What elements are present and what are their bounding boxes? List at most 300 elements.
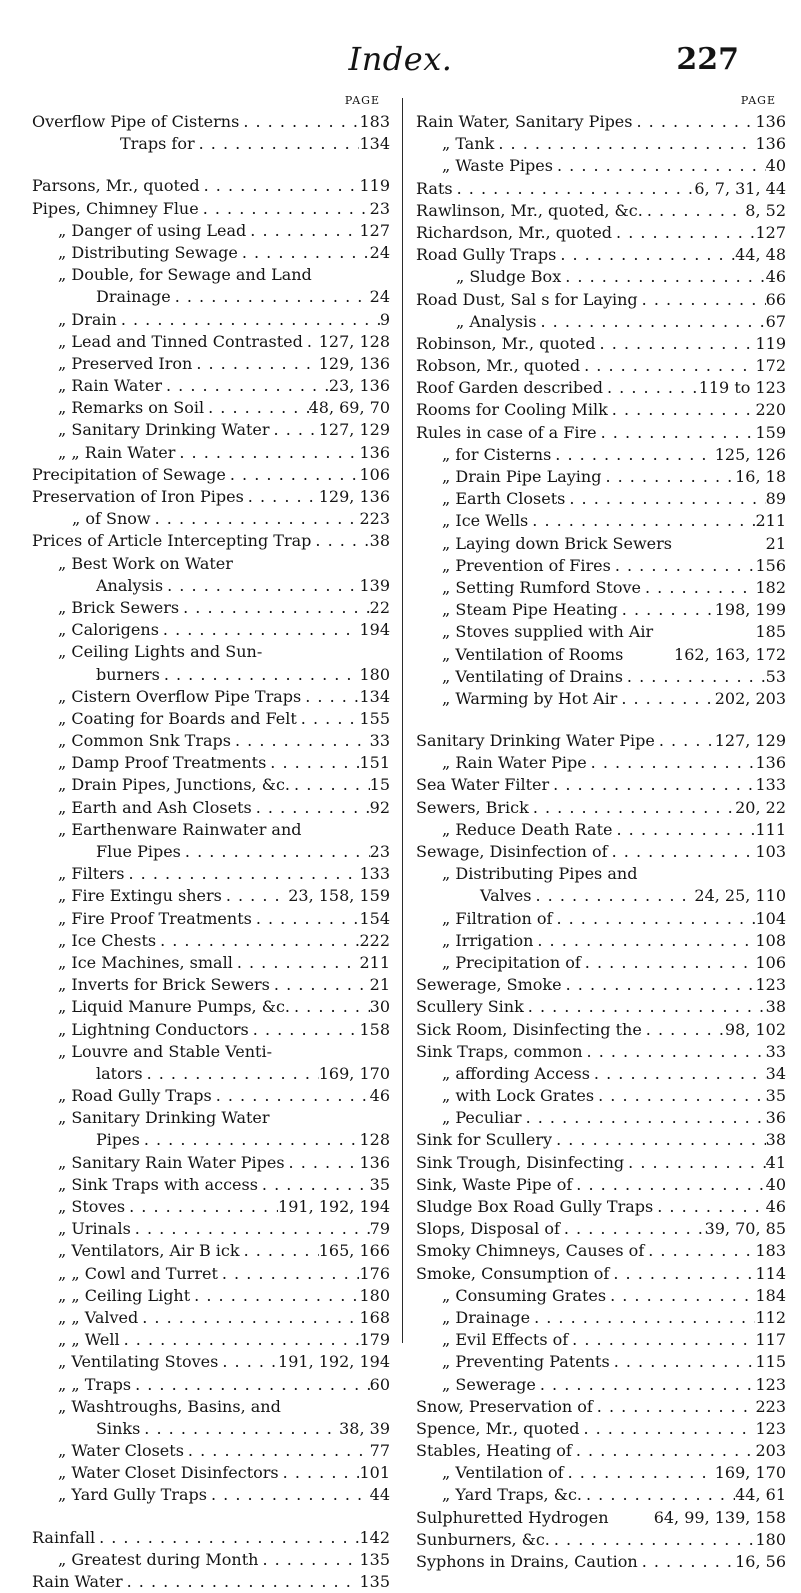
index-entry-label: „ Yard Gully Traps bbox=[58, 1485, 207, 1505]
index-entry-label: Parsons, Mr., quoted bbox=[32, 176, 200, 196]
dot-leader bbox=[140, 1418, 339, 1440]
index-entry-page: 136 bbox=[755, 112, 786, 131]
index-entry-label: „ Drain bbox=[58, 309, 117, 329]
index-entry-page: 158 bbox=[359, 1019, 390, 1039]
index-entry bbox=[32, 1440, 390, 1462]
index-entry bbox=[32, 974, 390, 996]
index-entry-page: 15 bbox=[369, 775, 390, 795]
index-entry-label: „ Remarks on Soil bbox=[58, 398, 205, 418]
dot-leader bbox=[192, 353, 318, 375]
index-entry bbox=[32, 1396, 390, 1418]
index-entry-page: 92 bbox=[369, 797, 390, 817]
index-entry-label: „ Preventing Patents bbox=[442, 1352, 610, 1372]
dot-leader bbox=[303, 331, 319, 353]
column-divider bbox=[402, 98, 403, 1343]
index-entry-page: 24 bbox=[369, 287, 390, 307]
index-entry-page: 139 bbox=[359, 575, 390, 595]
index-entry-label: Pipes bbox=[96, 1130, 140, 1150]
index-entry-page: 127, 129 bbox=[714, 731, 786, 751]
index-entry bbox=[416, 996, 786, 1018]
index-entry bbox=[416, 885, 786, 907]
index-entry bbox=[416, 399, 786, 421]
index-entry-label: „ Lightning Conductors bbox=[58, 1019, 249, 1039]
index-entry-page: 103 bbox=[755, 842, 786, 861]
index-entry bbox=[32, 220, 390, 242]
index-entry-label: „ Coating for Boards and Felt bbox=[58, 708, 297, 728]
index-entry bbox=[416, 688, 786, 710]
index-entry-page: 22 bbox=[369, 597, 390, 617]
dot-leader bbox=[552, 908, 755, 930]
dot-leader bbox=[175, 442, 359, 464]
index-entry bbox=[32, 553, 390, 575]
index-entry-page: 191, 192, 194 bbox=[278, 1352, 390, 1372]
index-entry-page: 127, 129 bbox=[318, 420, 390, 440]
index-entry-page: 180 bbox=[755, 1529, 786, 1549]
dot-leader bbox=[258, 1549, 359, 1571]
index-entry bbox=[416, 311, 786, 333]
index-entry-label: „ Urinals bbox=[58, 1219, 131, 1239]
index-entry-page: 223 bbox=[359, 509, 390, 529]
dot-leader bbox=[218, 1263, 360, 1285]
index-entry-label: „ Drain Pipes, Junctions, &c. bbox=[58, 775, 291, 795]
index-entry-page: 223 bbox=[755, 1396, 786, 1416]
index-entry bbox=[416, 1129, 786, 1151]
index-entry-label: Syphons in Drains, Caution bbox=[416, 1552, 638, 1571]
index-entry-page: 33 bbox=[765, 1041, 786, 1061]
dot-leader bbox=[190, 1285, 359, 1307]
index-entry bbox=[32, 353, 390, 375]
index-entry-page: 162, 163, 172 bbox=[674, 644, 786, 664]
dot-leader bbox=[311, 530, 369, 552]
dot-leader bbox=[212, 1085, 370, 1107]
dot-leader bbox=[163, 575, 359, 597]
dot-leader bbox=[552, 1129, 766, 1151]
index-entry bbox=[32, 1240, 390, 1262]
index-entries-left bbox=[32, 111, 390, 1593]
dot-leader bbox=[95, 1527, 359, 1549]
dot-leader bbox=[564, 1462, 715, 1484]
index-entry-page: 194 bbox=[359, 620, 390, 640]
index-entry-label: „ Sanitary Drinking Water bbox=[58, 420, 270, 440]
dot-leader bbox=[581, 952, 756, 974]
dot-leader bbox=[285, 1152, 360, 1174]
index-entry-label: „ Ceiling Lights and Sun- bbox=[58, 642, 263, 662]
index-entry bbox=[32, 952, 390, 974]
dot-leader bbox=[252, 797, 370, 819]
index-entry-page: 40 bbox=[765, 156, 786, 176]
dot-leader bbox=[249, 1019, 360, 1041]
index-entry bbox=[32, 1462, 390, 1484]
dot-leader bbox=[593, 1396, 756, 1418]
dot-leader bbox=[529, 797, 735, 819]
page-column-label: PAGE bbox=[344, 94, 380, 107]
index-entry-page: 53 bbox=[765, 666, 786, 686]
index-entry-page: 203 bbox=[755, 1441, 786, 1461]
dot-leader bbox=[638, 289, 766, 311]
index-entry-label: „ Washtroughs, Basins, and bbox=[58, 1396, 281, 1416]
index-entry-page: 77 bbox=[369, 1441, 390, 1461]
dot-leader bbox=[162, 375, 329, 397]
index-entry-page: 154 bbox=[359, 908, 390, 928]
index-entry bbox=[416, 133, 786, 155]
index-entry-label: „ Evil Effects of bbox=[442, 1330, 569, 1350]
dot-leader bbox=[258, 1174, 370, 1196]
index-entry-label: Sludge Box Road Gully Traps bbox=[416, 1197, 654, 1216]
index-entry bbox=[416, 1329, 786, 1351]
index-entry-label: „ Ventilating Stoves bbox=[58, 1352, 219, 1372]
index-entry-label: „ Fire Extingu shers bbox=[58, 886, 222, 906]
index-entry-page: 198, 199 bbox=[714, 600, 786, 620]
dot-leader bbox=[597, 422, 756, 444]
dot-leader bbox=[160, 664, 360, 686]
index-entry-page: 101 bbox=[359, 1463, 390, 1483]
dot-leader bbox=[561, 266, 765, 288]
index-entry-page: 123 bbox=[755, 975, 786, 995]
index-entry bbox=[32, 1329, 390, 1351]
index-entry-label: „ Danger of using Lead bbox=[58, 220, 247, 240]
index-entry-label: „ Drainage bbox=[442, 1307, 531, 1327]
index-entry bbox=[416, 577, 786, 599]
index-entry bbox=[32, 464, 390, 486]
index-entry-page: 182 bbox=[755, 577, 786, 597]
index-entry bbox=[416, 797, 786, 819]
index-entry-label: „ of Snow bbox=[72, 509, 151, 529]
dot-leader bbox=[582, 1484, 735, 1506]
index-entry bbox=[416, 444, 786, 466]
index-entry bbox=[416, 752, 786, 774]
dot-leader bbox=[568, 1329, 755, 1351]
index-entry-page: 30 bbox=[369, 997, 390, 1017]
dot-leader bbox=[279, 1462, 360, 1484]
index-entry bbox=[416, 266, 786, 288]
index-entry-label: Sunburners, &c. bbox=[416, 1529, 550, 1549]
index-entry bbox=[416, 1263, 786, 1285]
index-entry-label: „ Ventilation of bbox=[442, 1463, 564, 1483]
index-entry-page: 6, 7, 31, 44 bbox=[694, 178, 786, 198]
index-entry-label: „ Setting Rumford Stove bbox=[442, 577, 641, 597]
index-entry bbox=[416, 1240, 786, 1262]
index-entry bbox=[416, 111, 786, 133]
index-entry bbox=[416, 1462, 786, 1484]
index-entry-label: „ Analysis bbox=[456, 311, 537, 331]
index-entry-label: „ Double, for Sewage and Land bbox=[58, 265, 312, 285]
dot-leader bbox=[583, 1041, 766, 1063]
index-entry-label: „ Ice Chests bbox=[58, 930, 157, 950]
index-entry-label: Flue Pipes bbox=[96, 842, 181, 861]
index-entry-page: 183 bbox=[359, 112, 390, 131]
dot-leader bbox=[580, 355, 755, 377]
index-entry-page: 38, 39 bbox=[339, 1418, 390, 1438]
index-entry-page: 67 bbox=[765, 311, 786, 331]
index-entry-page: 106 bbox=[755, 952, 786, 972]
index-entry bbox=[416, 1196, 786, 1218]
index-entry-page: 23 bbox=[369, 842, 390, 861]
index-entry-page: 222 bbox=[359, 930, 390, 950]
index-entry-label: Sewers, Brick bbox=[416, 797, 529, 817]
index-entry-page: 60 bbox=[369, 1374, 390, 1394]
index-entry bbox=[32, 885, 390, 907]
index-entry-page: 127 bbox=[359, 220, 390, 240]
index-entry-label: „ Yard Traps, &c. bbox=[442, 1485, 582, 1505]
index-entry-label: „ Distributing Pipes and bbox=[442, 864, 638, 884]
index-entry bbox=[416, 774, 786, 796]
dot-leader bbox=[179, 597, 370, 619]
index-entry-label: „ „ Traps bbox=[58, 1374, 132, 1394]
index-entry-label: Sewage, Disinfection of bbox=[416, 842, 608, 861]
index-entry-page: 128 bbox=[359, 1130, 390, 1150]
index-entry-page: 136 bbox=[755, 134, 786, 154]
dot-leader bbox=[222, 885, 288, 907]
index-entry bbox=[32, 841, 390, 863]
index-entry-page: 64, 99, 139, 158 bbox=[653, 1507, 786, 1527]
dot-leader bbox=[653, 1196, 765, 1218]
index-entry-label: „ Stoves supplied with Air bbox=[442, 622, 654, 642]
dot-leader bbox=[240, 1240, 319, 1262]
index-entry-page: 125, 126 bbox=[714, 444, 786, 464]
index-entry-page: 35 bbox=[765, 1086, 786, 1106]
index-entry-label: Smoke, Consumption of bbox=[416, 1263, 610, 1283]
index-entry-page: 117 bbox=[755, 1330, 786, 1350]
index-entry-label: Sinks bbox=[96, 1418, 141, 1438]
dot-leader bbox=[624, 1152, 765, 1174]
index-entry bbox=[416, 599, 786, 621]
dot-leader bbox=[533, 930, 755, 952]
dot-leader bbox=[123, 1571, 360, 1593]
index-entry bbox=[32, 730, 390, 752]
index-entry bbox=[32, 486, 390, 508]
dot-leader bbox=[603, 377, 699, 399]
index-entry-page: 142 bbox=[359, 1527, 390, 1547]
index-entry-page: 114 bbox=[755, 1263, 786, 1283]
index-entry-page: 20, 22 bbox=[735, 797, 786, 817]
index-entry-page: 180 bbox=[359, 664, 390, 684]
dot-leader bbox=[200, 175, 360, 197]
index-entry-label: „ Tank bbox=[442, 134, 495, 154]
index-entry-label: burners bbox=[96, 664, 160, 684]
index-entry-label: Robinson, Mr., quoted bbox=[416, 333, 596, 353]
dot-leader bbox=[159, 619, 360, 641]
index-entry bbox=[416, 1307, 786, 1329]
index-entry-label: „ Ice Wells bbox=[442, 511, 529, 531]
index-entry-page: 98, 102 bbox=[724, 1019, 786, 1039]
dot-leader bbox=[131, 1218, 370, 1240]
index-entry bbox=[32, 1218, 390, 1240]
index-entry-page: 16, 18 bbox=[735, 467, 786, 486]
index-entry bbox=[32, 930, 390, 952]
dot-leader bbox=[594, 1085, 766, 1107]
index-entry bbox=[32, 597, 390, 619]
index-entry bbox=[32, 397, 390, 419]
index-entry-label: Rawlinson, Mr., quoted, &c. bbox=[416, 200, 643, 220]
dot-leader bbox=[641, 577, 755, 599]
dot-leader bbox=[239, 111, 359, 133]
index-entry bbox=[32, 1152, 390, 1174]
dot-leader bbox=[596, 333, 756, 355]
index-entry-page: 211 bbox=[755, 511, 786, 531]
dot-leader bbox=[297, 708, 360, 730]
index-entry-page: 133 bbox=[359, 864, 390, 884]
index-entry-page: 180 bbox=[359, 1285, 390, 1305]
index-entry-label: „ Warming by Hot Air bbox=[442, 688, 618, 708]
index-entry bbox=[32, 1374, 390, 1396]
index-entry-label: Rules in case of a Fire bbox=[416, 422, 597, 442]
dot-leader bbox=[171, 286, 370, 308]
index-entry-label: „ Common Snk Traps bbox=[58, 731, 231, 751]
index-entry-label: „ Ventilating of Drains bbox=[442, 666, 623, 686]
index-entry-page: 129, 136 bbox=[318, 487, 390, 506]
index-entry bbox=[32, 133, 390, 155]
index-entry-page: 24 bbox=[369, 242, 390, 262]
dot-leader bbox=[618, 599, 715, 621]
index-entry-page: 127 bbox=[755, 222, 786, 242]
index-entry-label: Drainage bbox=[96, 287, 171, 307]
index-entry-label: Stables, Heating of bbox=[416, 1441, 572, 1461]
index-entry-label: Sulphuretted Hydrogen bbox=[416, 1507, 609, 1527]
index-entry-label: Slops, Disposal of bbox=[416, 1219, 560, 1239]
index-entry bbox=[32, 797, 390, 819]
dot-leader bbox=[301, 686, 359, 708]
dot-leader bbox=[522, 1107, 766, 1129]
index-entry-page: 129, 136 bbox=[318, 353, 390, 373]
index-entry-page: 106 bbox=[359, 464, 390, 484]
index-entry-label: „ Peculiar bbox=[442, 1108, 522, 1128]
index-entry-page: 123 bbox=[755, 1374, 786, 1394]
index-entry-label: „ Earth and Ash Closets bbox=[58, 797, 252, 817]
index-entry-label: „ Brick Sewers bbox=[58, 597, 180, 617]
index-entry-page: 111 bbox=[755, 819, 786, 839]
dot-leader bbox=[156, 930, 359, 952]
index-entry-page: 44 bbox=[369, 1485, 390, 1505]
index-entry-label: „ Laying down Brick Sewers bbox=[442, 533, 673, 553]
index-entry-page: 89 bbox=[765, 489, 786, 509]
index-entry bbox=[416, 1019, 786, 1041]
page-column-label: PAGE bbox=[740, 94, 776, 107]
index-entry-label: „ Damp Proof Treatments bbox=[58, 753, 267, 773]
index-entry bbox=[416, 730, 786, 752]
index-entry bbox=[32, 908, 390, 930]
index-entry bbox=[32, 508, 390, 530]
index-entry bbox=[416, 1374, 786, 1396]
index-entry-label: Pipes, Chimney Flue bbox=[32, 198, 199, 218]
dot-leader bbox=[453, 178, 695, 200]
index-entry-label: Sea Water Filter bbox=[416, 775, 550, 795]
dot-leader bbox=[549, 774, 755, 796]
index-entry bbox=[416, 1440, 786, 1462]
index-entry-page: 172 bbox=[755, 356, 786, 376]
index-entry-page: 133 bbox=[755, 775, 786, 795]
index-entry bbox=[416, 155, 786, 177]
index-entry-label: „ Louvre and Stable Venti- bbox=[58, 1041, 273, 1061]
dot-leader bbox=[218, 1351, 278, 1373]
index-entry bbox=[32, 375, 390, 397]
dot-leader bbox=[601, 466, 735, 488]
index-entry bbox=[416, 841, 786, 863]
index-entry-page: 44, 61 bbox=[735, 1485, 786, 1505]
index-entry bbox=[32, 1107, 390, 1129]
dot-leader bbox=[117, 309, 380, 331]
index-entry bbox=[416, 1174, 786, 1196]
dot-leader bbox=[623, 666, 766, 688]
index-entry bbox=[32, 286, 390, 308]
index-entry bbox=[32, 331, 390, 353]
dot-leader bbox=[199, 198, 370, 220]
index-entry-label: „ Precipitation of bbox=[442, 952, 581, 972]
index-entry-page: 46 bbox=[765, 267, 786, 287]
index-entry bbox=[32, 242, 390, 264]
index-entry-label: Rain Water, Sanitary Pipes bbox=[416, 112, 633, 131]
index-entry-page: 35 bbox=[369, 1174, 390, 1194]
index-entry-label: „ Liquid Manure Pumps, &c. bbox=[58, 997, 290, 1017]
index-entry bbox=[32, 1418, 390, 1440]
index-entry bbox=[32, 1174, 390, 1196]
index-entry-label: „ Distributing Sewage bbox=[58, 242, 238, 262]
dot-leader bbox=[642, 1019, 725, 1041]
index-entry-label: „ Waste Pipes bbox=[442, 156, 553, 176]
index-entry bbox=[32, 1307, 390, 1329]
index-entry-page: 191, 192, 194 bbox=[278, 1197, 390, 1216]
index-entry bbox=[416, 1285, 786, 1307]
index-entry-page: 24, 25, 110 bbox=[694, 886, 786, 906]
index-entry bbox=[416, 930, 786, 952]
index-entry-label: „ Water Closet Disinfectors bbox=[58, 1463, 279, 1483]
dot-leader bbox=[536, 311, 765, 333]
index-entry-page: 8, 52 bbox=[745, 200, 786, 220]
dot-leader bbox=[290, 996, 370, 1018]
index-entry-label: Sink, Waste Pipe of bbox=[416, 1174, 573, 1194]
index-entry bbox=[416, 1041, 786, 1063]
index-entry bbox=[32, 1285, 390, 1307]
running-head bbox=[0, 40, 801, 80]
index-entry-label: Rain Water bbox=[32, 1572, 123, 1591]
index-entry-label: Robson, Mr., quoted bbox=[416, 356, 581, 376]
index-entry bbox=[416, 1507, 786, 1529]
index-entry bbox=[416, 1107, 786, 1129]
index-entry bbox=[416, 1418, 786, 1440]
dot-leader bbox=[612, 819, 755, 841]
index-entry-page: 46 bbox=[765, 1197, 786, 1216]
index-entry bbox=[32, 442, 390, 464]
index-entry-label: „ „ Rain Water bbox=[58, 442, 176, 462]
index-entry-page: 184 bbox=[755, 1285, 786, 1305]
dot-leader bbox=[290, 774, 370, 796]
index-entry-label: „ Filtration of bbox=[442, 908, 553, 928]
index-entry-page: 104 bbox=[755, 908, 786, 928]
index-entry bbox=[416, 1396, 786, 1418]
index-entry-label: Rooms for Cooling Milk bbox=[416, 400, 608, 420]
dot-leader bbox=[565, 488, 765, 510]
index-entry bbox=[32, 175, 390, 197]
index-entry-label: „ affording Access bbox=[442, 1063, 590, 1083]
index-entry-label: Richardson, Mr., quoted bbox=[416, 222, 613, 242]
dot-leader bbox=[572, 1440, 756, 1462]
index-entry-label: „ Best Work on Water bbox=[58, 553, 233, 573]
index-entry bbox=[416, 644, 786, 666]
index-entry-page: 176 bbox=[359, 1263, 390, 1283]
index-entry bbox=[416, 666, 786, 688]
dot-leader bbox=[606, 1285, 755, 1307]
index-entry bbox=[32, 819, 390, 841]
index-entry-label: „ Irrigation bbox=[442, 930, 534, 950]
dot-leader bbox=[553, 155, 766, 177]
index-entry bbox=[416, 466, 786, 488]
index-entry bbox=[32, 863, 390, 885]
index-entry bbox=[416, 222, 786, 244]
index-entry bbox=[32, 619, 390, 641]
index-entry-page: 23, 158, 159 bbox=[288, 886, 390, 906]
index-entry-label: „ Filters bbox=[58, 864, 125, 884]
index-entry bbox=[416, 510, 786, 532]
index-entry-label: Sick Room, Disinfecting the bbox=[416, 1019, 642, 1039]
